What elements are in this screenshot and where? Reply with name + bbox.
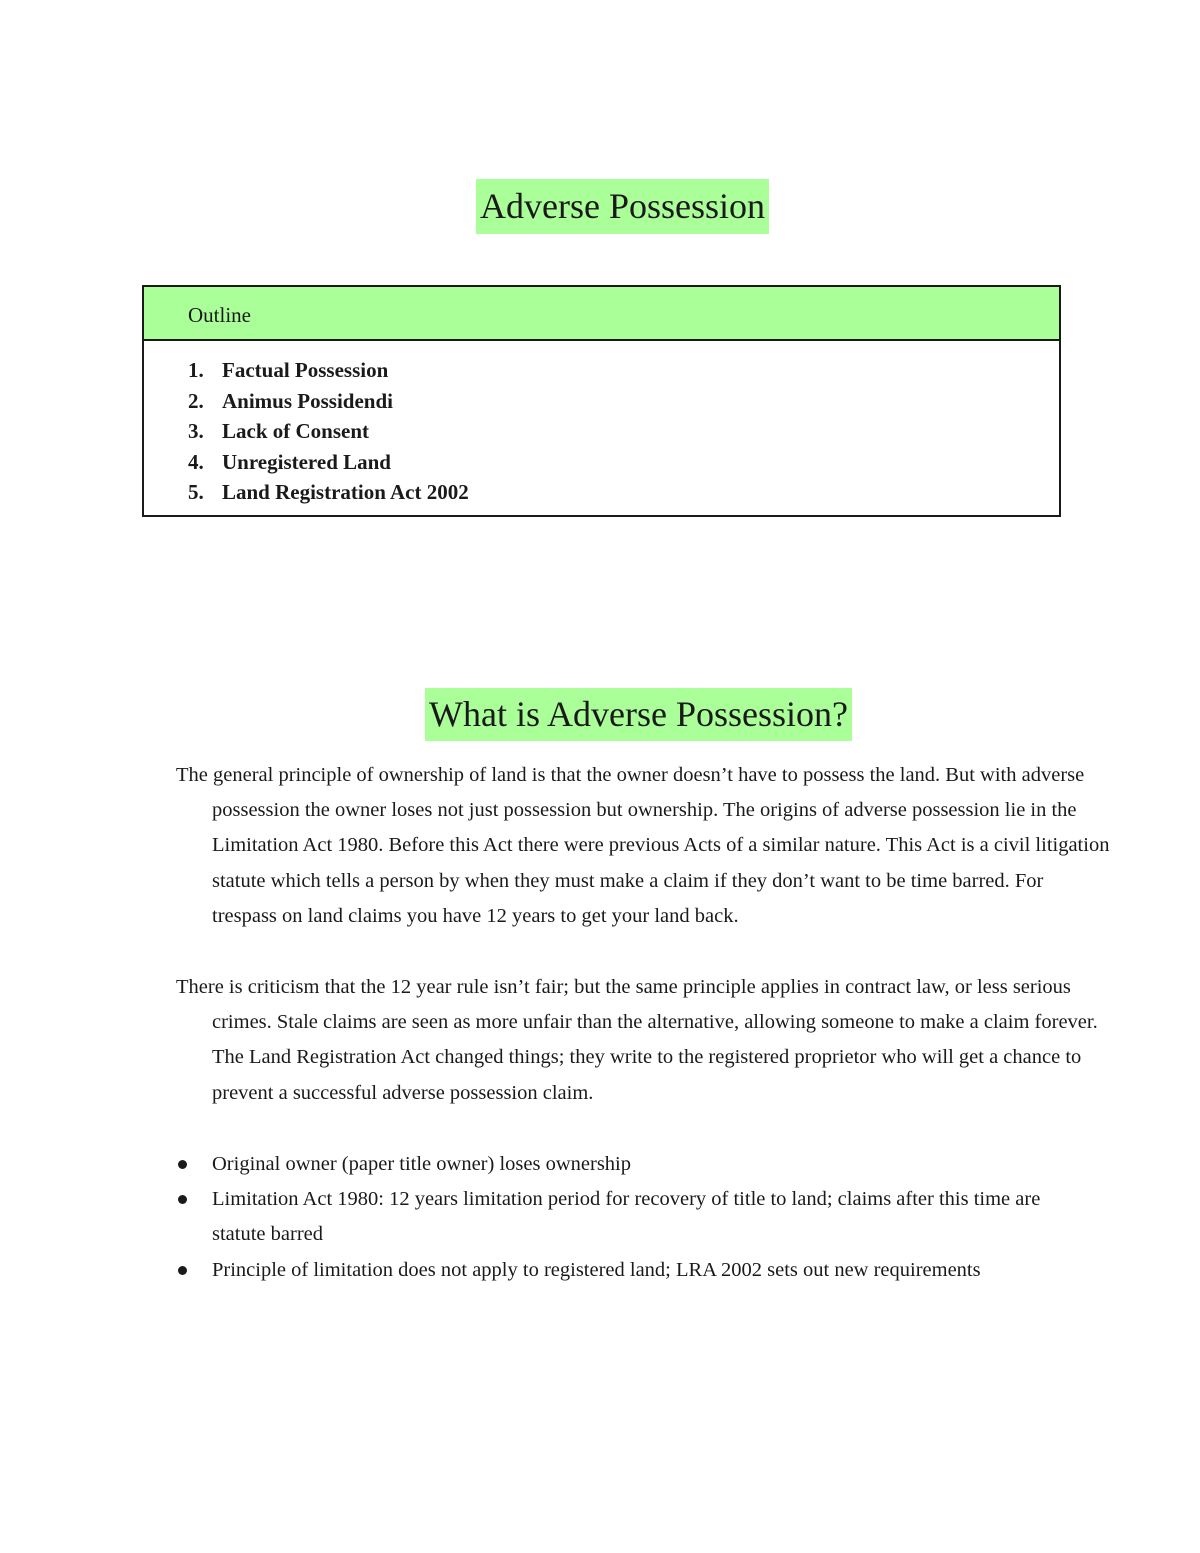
bullet-text: Limitation Act 1980: 12 years limitation period for recovery of title to land; claims after this time are statute barred [212, 1188, 1041, 1246]
outline-item-label: Lack of Consent [222, 419, 370, 444]
bullet-item [176, 1147, 1076, 1182]
body-paragraph: The general principle of ownership of land is that the owner doesn’t have to possess the land. But with adverse possession the owner loses not just possession but ownership. The origins of adverse possession lie in the Limitation Act 1980. Before this Act there were previous Acts of a similar nature. This Act is a civil litigation statute which tells a person by when they must make a claim if they don’t want to be time barred. For trespass on land claims you have 12 years to get your land back. [176, 764, 1110, 927]
outline-item-label: Animus Possidendi [222, 388, 393, 413]
outline-item-number: 5. [188, 480, 204, 505]
bullet-icon [178, 1160, 187, 1169]
outline-item-number: 4. [188, 449, 204, 474]
outline-item [188, 416, 1059, 447]
bullet-item [176, 1182, 1076, 1252]
outline-item [188, 447, 1059, 478]
section-heading: What is Adverse Possession? [425, 688, 852, 741]
outline-item-number: 3. [188, 419, 204, 444]
bullet-text: Principle of limitation does not apply to registered land; LRA 2002 sets out new requirements [212, 1258, 981, 1281]
outline-item-number: 1. [188, 358, 204, 382]
outline-item-number: 2. [188, 388, 204, 413]
bullet-list [176, 1147, 1076, 1288]
outline-item [188, 355, 1059, 386]
outline-header: Outline [144, 287, 1059, 341]
outline-item [188, 477, 1059, 508]
bullet-icon [178, 1266, 187, 1275]
page-title: Adverse Possession [476, 179, 769, 234]
body-paragraph: There is criticism that the 12 year rule isn’t fair; but the same principle applies in contract law, or less serious crimes. Stale claims are seen as more unfair than the alternative, allowing someone to make a claim forever. The Land Registration Act changed things; they write to the registered proprietor who will get a chance to prevent a successful adverse possession claim. [176, 976, 1098, 1104]
outline-item-label: Land Registration Act 2002 [222, 480, 469, 505]
outline-list [144, 341, 1059, 508]
bullet-text: Original owner (paper title owner) loses ownership [212, 1153, 631, 1175]
outline-box [142, 285, 1061, 517]
outline-item-label: Unregistered Land [222, 449, 391, 474]
outline-item-label: Factual Possession [222, 358, 389, 382]
bullet-item [176, 1253, 1076, 1288]
outline-item [188, 386, 1059, 417]
bullet-icon [178, 1195, 187, 1204]
